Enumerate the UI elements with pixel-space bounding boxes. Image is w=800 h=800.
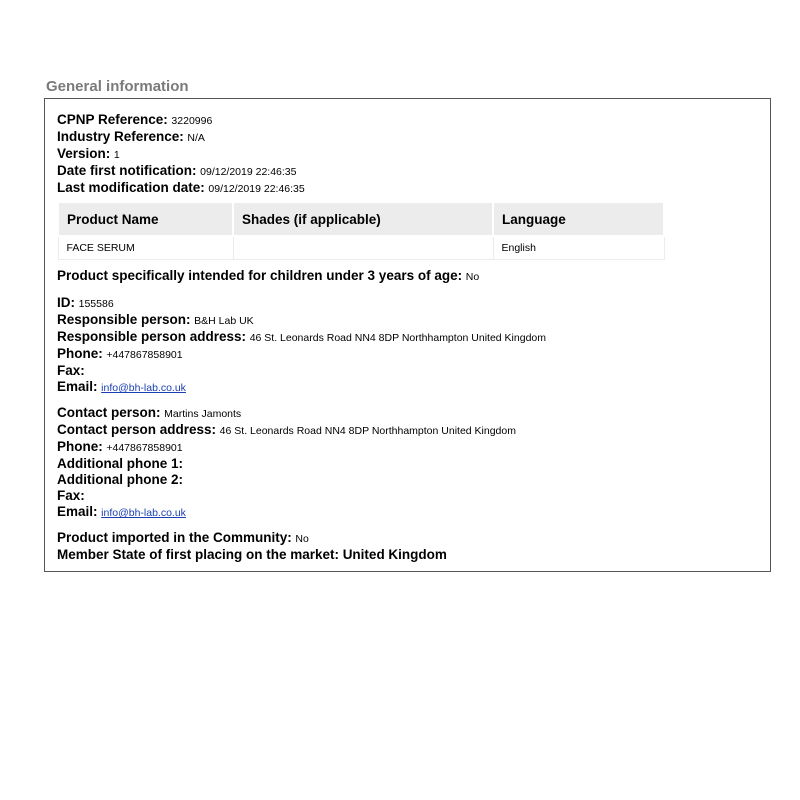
additional-phone-1-row	[57, 456, 758, 472]
responsible-email-row	[57, 379, 758, 396]
general-information-panel	[44, 98, 771, 572]
responsible-address-label: Responsible person address:	[57, 329, 247, 344]
children-label: Product specifically intended for children under 3 years of age:	[57, 268, 463, 283]
industry-reference-value: N/A	[187, 132, 205, 144]
last-modification-value: 09/12/2019 22:46:35	[208, 183, 305, 195]
member-state-label: Member State of first placing on the market:	[57, 547, 340, 562]
contact-fax-row	[57, 488, 758, 504]
contact-address-label: Contact person address:	[57, 422, 217, 437]
cell-language: English	[493, 236, 664, 260]
contact-person-row	[57, 405, 758, 422]
imported-label: Product imported in the Community:	[57, 530, 292, 545]
version-label: Version:	[57, 146, 111, 161]
last-modification-row	[57, 180, 758, 197]
responsible-address-row	[57, 329, 758, 346]
member-state-row	[57, 547, 758, 563]
contact-phone-row	[57, 439, 758, 456]
imported-row	[57, 530, 758, 547]
cell-product-name: FACE SERUM	[58, 236, 233, 260]
last-modification-label: Last modification date:	[57, 180, 205, 195]
section-title: General information	[46, 78, 189, 95]
contact-email-label: Email:	[57, 504, 98, 519]
responsible-person-row	[57, 312, 758, 329]
first-notification-value: 09/12/2019 22:46:35	[200, 166, 297, 178]
children-row	[57, 268, 758, 285]
contact-address-value: 46 St. Leonards Road NN4 8DP Northhampton United Kingdom	[219, 425, 516, 437]
contact-person-value: Martins Jamonts	[164, 408, 242, 420]
id-row	[57, 295, 758, 312]
cpnp-reference-label: CPNP Reference:	[57, 112, 168, 127]
industry-reference-row	[57, 129, 758, 146]
member-state-value: United Kingdom	[342, 547, 447, 562]
responsible-person-label: Responsible person:	[57, 312, 191, 327]
responsible-person-value: B&H Lab UK	[194, 315, 254, 327]
cpnp-reference-value: 3220996	[171, 115, 213, 127]
responsible-email-label: Email:	[57, 379, 98, 394]
additional-phone-1-label: Additional phone 1:	[57, 456, 183, 471]
version-value: 1	[113, 149, 120, 161]
cpnp-reference-row	[57, 112, 758, 129]
id-label: ID:	[57, 295, 75, 310]
column-header-shades: Shades (if applicable)	[233, 202, 493, 236]
contact-fax-label: Fax:	[57, 488, 85, 503]
products-table-header	[58, 202, 664, 236]
contact-phone-value: +447867858901	[106, 442, 183, 454]
additional-phone-2-row	[57, 472, 758, 488]
first-notification-label: Date first notification:	[57, 163, 197, 178]
cell-shades	[233, 236, 493, 260]
responsible-phone-label: Phone:	[57, 346, 103, 361]
industry-reference-label: Industry Reference:	[57, 129, 184, 144]
column-header-product-name: Product Name	[58, 202, 233, 236]
imported-value: No	[295, 533, 309, 545]
contact-email-row	[57, 504, 758, 521]
id-value: 155586	[78, 298, 114, 310]
contact-address-row	[57, 422, 758, 439]
responsible-fax-label: Fax:	[57, 363, 85, 378]
children-value: No	[465, 271, 480, 283]
responsible-phone-value: +447867858901	[106, 349, 183, 361]
products-table	[57, 201, 665, 260]
responsible-fax-row	[57, 363, 758, 379]
contact-phone-label: Phone:	[57, 439, 103, 454]
responsible-address-value: 46 St. Leonards Road NN4 8DP Northhampton United Kingdom	[249, 332, 546, 344]
additional-phone-2-label: Additional phone 2:	[57, 472, 183, 487]
version-row	[57, 146, 758, 163]
column-header-language: Language	[493, 202, 664, 236]
responsible-phone-row	[57, 346, 758, 363]
table-row	[58, 236, 664, 260]
contact-person-label: Contact person:	[57, 405, 161, 420]
contact-email-link[interactable]: info@bh-lab.co.uk	[101, 507, 186, 519]
responsible-email-link[interactable]: info@bh-lab.co.uk	[101, 382, 186, 394]
first-notification-row	[57, 163, 758, 180]
